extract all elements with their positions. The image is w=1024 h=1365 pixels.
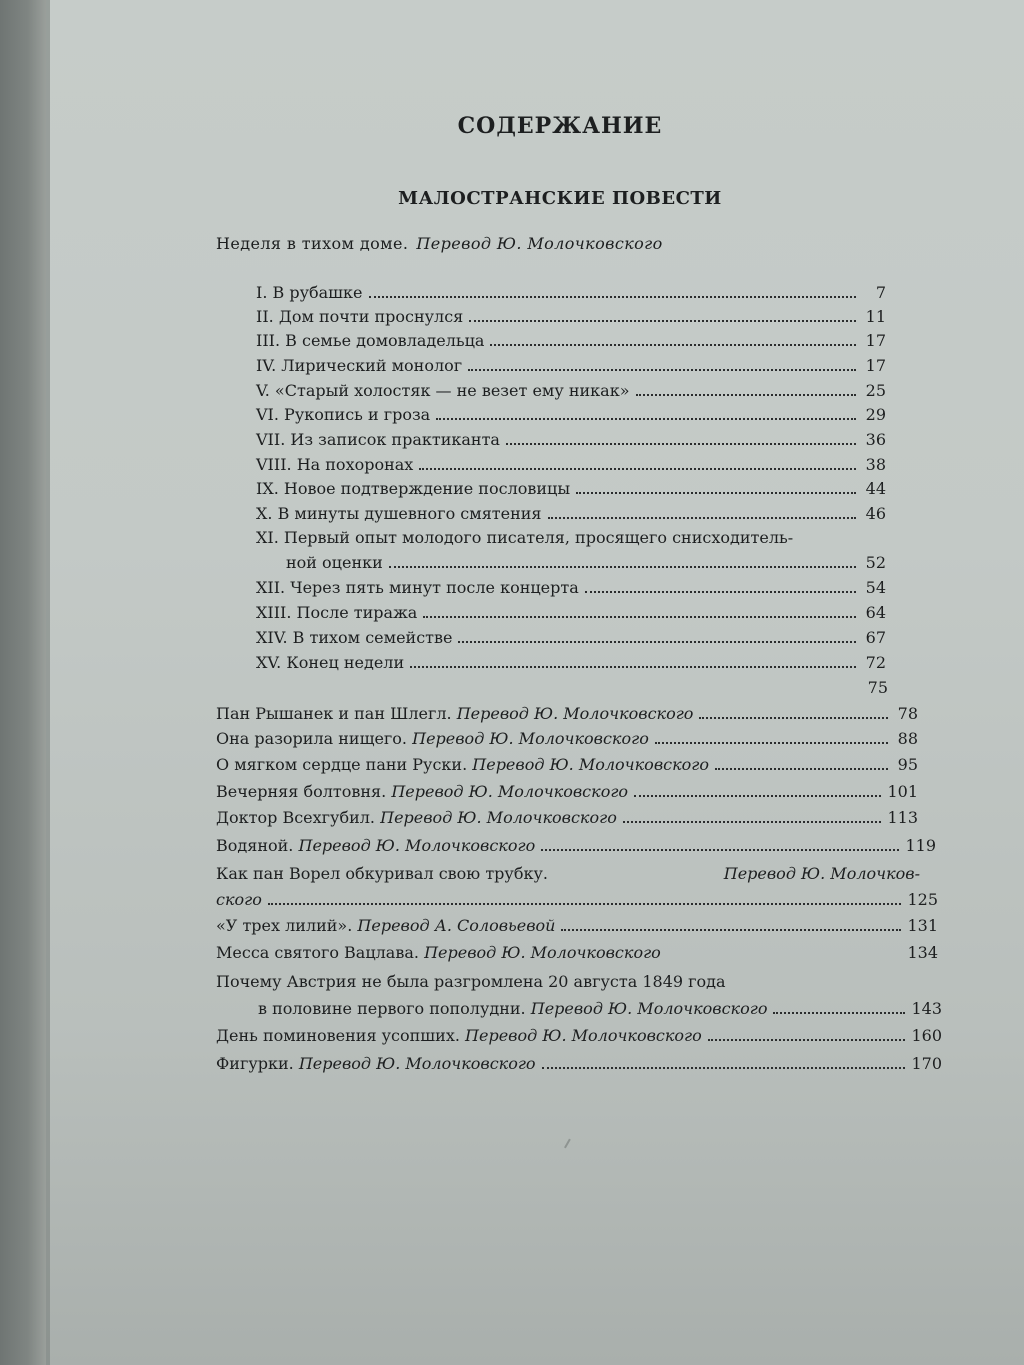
- leader-dots: [773, 1012, 905, 1014]
- toc-entry: [256, 603, 886, 625]
- leader-dots: [585, 591, 856, 593]
- page-number: 72: [865, 653, 886, 672]
- page-number: 52: [865, 553, 886, 572]
- leader-dots: [436, 418, 856, 420]
- toc-entry: [216, 782, 918, 804]
- page-number: 29: [865, 405, 886, 424]
- story-translator: Перевод Ю. Молочковского: [391, 782, 629, 801]
- chapter-title: XV. Конец недели: [256, 653, 405, 672]
- chapter-title: IV. Лирический монолог: [256, 356, 463, 375]
- page-number: 78: [897, 704, 918, 723]
- toc-entry: [256, 479, 886, 501]
- chapter-title: VII. Из записок практиканта: [256, 430, 500, 449]
- leader-dots: [469, 320, 856, 322]
- page-number: 11: [865, 307, 886, 326]
- toc-entry: [216, 916, 938, 938]
- toc-entry: [216, 836, 936, 858]
- leader-dots: [506, 443, 856, 445]
- leader-dots: [389, 566, 856, 568]
- leader-dots: [634, 795, 881, 797]
- story-title: День поминовения усопших.: [216, 1026, 460, 1045]
- leader-dots: [410, 666, 856, 668]
- toc-entry: [256, 455, 886, 477]
- leader-dots: [490, 344, 856, 346]
- leader-dots: [561, 929, 901, 931]
- leader-dots: [419, 468, 856, 470]
- paper-mark: [564, 1139, 576, 1152]
- story-translator: Перевод Ю. Молочков-: [723, 864, 920, 883]
- chapter-title: I. В рубашке: [256, 283, 363, 302]
- story-translator: Перевод Ю. Молочковского: [530, 999, 768, 1018]
- page-title: СОДЕРЖАНИЕ: [457, 113, 663, 139]
- story-title: «У трех лилий».: [216, 916, 353, 935]
- page-number: 46: [865, 504, 886, 523]
- toc-entry: [256, 504, 886, 526]
- leader-dots: [699, 717, 888, 719]
- chapter-title: V. «Старый холостяк — не везет ему никак»: [256, 381, 630, 400]
- chapter-title: II. Дом почти проснулся: [256, 307, 464, 326]
- page-number: 113: [887, 808, 918, 827]
- group-heading: [216, 234, 663, 253]
- page-number: 160: [911, 1026, 942, 1045]
- page-number: 25: [865, 381, 886, 400]
- story-title: Как пан Ворел обкуривал свою трубку.: [216, 864, 548, 883]
- page-number: 101: [887, 782, 918, 801]
- leader-dots: [667, 956, 902, 958]
- story-title: Фигурки.: [216, 1054, 294, 1073]
- toc-entry: [256, 331, 886, 353]
- toc-entry: [216, 1026, 942, 1048]
- toc-entry: [256, 283, 886, 305]
- leader-dots: [548, 517, 856, 519]
- leader-dots: [655, 742, 888, 744]
- chapter-title: XIV. В тихом семействе: [256, 628, 453, 647]
- page-number: 75: [867, 678, 888, 697]
- chapter-title-continued: ной оценки: [286, 553, 383, 572]
- page-number: 64: [865, 603, 886, 622]
- story-translator: Перевод Ю. Молочковского: [298, 1054, 536, 1073]
- story-translator: Перевод Ю. Молочковского: [472, 755, 709, 774]
- toc-entry: [216, 808, 918, 830]
- story-translator-continued: ского: [216, 890, 262, 909]
- leader-dots: [541, 849, 899, 851]
- group-title: Неделя в тихом доме.: [216, 234, 409, 253]
- leader-dots: [468, 369, 856, 371]
- toc-entry: [258, 999, 942, 1021]
- toc-entry: [286, 553, 886, 575]
- chapter-title: X. В минуты душевного смятения: [256, 504, 542, 523]
- page-number: 67: [865, 628, 886, 647]
- page-number: 143: [911, 999, 942, 1018]
- story-translator: Перевод Ю. Молочковского: [298, 836, 536, 855]
- toc-entry: [256, 430, 886, 452]
- story-title: Водяной.: [216, 836, 294, 855]
- story-translator: Перевод Ю. Молочковского: [412, 729, 649, 748]
- chapter-title: VI. Рукопись и гроза: [256, 405, 431, 424]
- section-title: МАЛОСТРАНСКИЕ ПОВЕСТИ: [398, 188, 722, 209]
- page-number: 38: [865, 455, 886, 474]
- story-title: Почему Австрия не была разгромлена 20 августа 1849 года: [216, 972, 726, 991]
- story-title: Она разорила нищего.: [216, 729, 408, 748]
- leader-dots: [268, 903, 902, 905]
- story-translator: Перевод Ю. Молочковского: [380, 808, 617, 827]
- story-title-continued: в половине первого пополудни.: [258, 999, 526, 1018]
- chapter-title: XIII. После тиража: [256, 603, 418, 622]
- leader-dots: [423, 616, 856, 618]
- story-translator: Перевод Ю. Молочковского: [456, 704, 694, 723]
- leader-dots: [576, 492, 856, 494]
- toc-entry: [256, 578, 886, 600]
- leader-dots: [458, 641, 856, 643]
- toc-entry: [256, 628, 886, 650]
- toc-entry: [216, 864, 920, 883]
- toc-entry: [216, 1054, 942, 1076]
- story-translator: Перевод Ю. Молочковского: [465, 1026, 702, 1045]
- page-number: 17: [865, 356, 886, 375]
- story-translator: Перевод А. Соловьевой: [357, 916, 556, 935]
- toc-entry: [216, 704, 918, 726]
- page-number: 36: [865, 430, 886, 449]
- page-number: 44: [865, 479, 886, 498]
- page-number: 7: [875, 283, 886, 302]
- leader-dots: [636, 394, 856, 396]
- leader-dots: [542, 1067, 906, 1069]
- story-title: Месса святого Вацлава.: [216, 943, 419, 962]
- toc-entry: [216, 890, 938, 912]
- leader-dots: [369, 296, 856, 298]
- leader-dots: [708, 1039, 906, 1041]
- toc-entry: [216, 943, 938, 965]
- toc-entry: [256, 356, 886, 378]
- chapter-title: XI. Первый опыт молодого писателя, просящего снисходитель-: [256, 528, 794, 547]
- page-number: 88: [897, 729, 918, 748]
- page-number: 17: [865, 331, 886, 350]
- page-number: 134: [907, 943, 938, 962]
- chapter-title: VIII. На похоронах: [256, 455, 414, 474]
- story-title: Доктор Всехгубил.: [216, 808, 376, 827]
- page-number: 95: [897, 755, 918, 774]
- chapter-title: XII. Через пять минут после концерта: [256, 578, 579, 597]
- story-title: Вечерняя болтовня.: [216, 782, 387, 801]
- chapter-title: III. В семье домовладельца: [256, 331, 485, 350]
- toc-entry: [256, 381, 886, 403]
- toc-entry: [256, 307, 886, 329]
- toc-entry: [216, 729, 918, 751]
- group-translator: Перевод Ю. Молочковского: [416, 234, 663, 253]
- leader-dots: [623, 821, 882, 823]
- story-title: Пан Рышанек и пан Шлегл.: [216, 704, 452, 723]
- toc-entry: [256, 405, 886, 427]
- leader-dots: [715, 768, 888, 770]
- story-title: О мягком сердце пани Руски.: [216, 755, 468, 774]
- toc-entry: [216, 755, 918, 777]
- page-number: 119: [905, 836, 936, 855]
- chapter-title: IX. Новое подтверждение пословицы: [256, 479, 571, 498]
- page-number: 131: [907, 916, 938, 935]
- story-translator: Перевод Ю. Молочковского: [424, 943, 661, 962]
- page-number: 170: [911, 1054, 942, 1073]
- toc-entry: [256, 653, 886, 675]
- page-number: 125: [907, 890, 938, 909]
- page-number: 54: [865, 578, 886, 597]
